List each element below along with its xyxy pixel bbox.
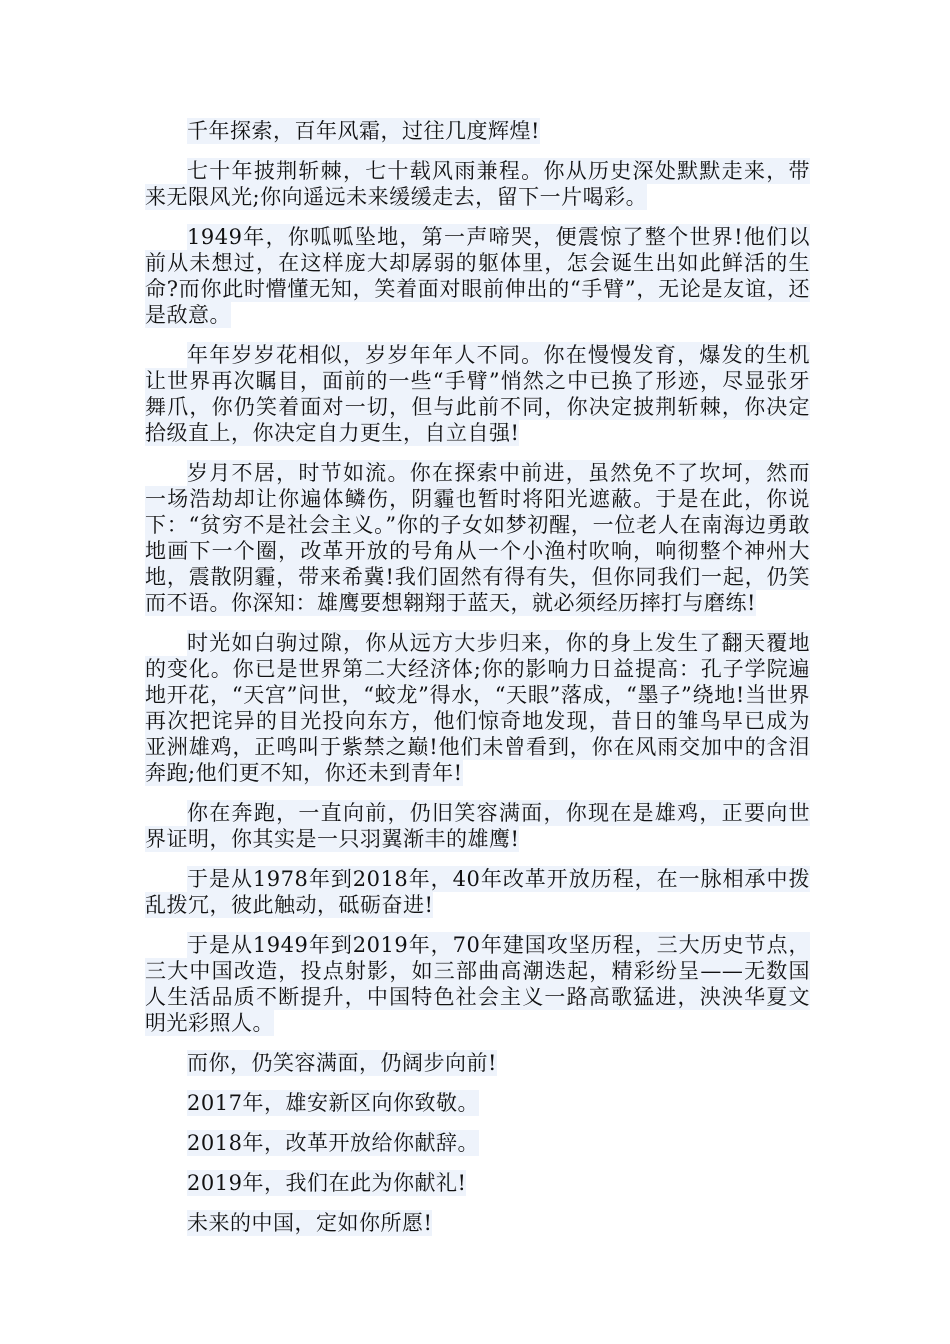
- paragraph-8: [145, 866, 810, 918]
- paragraph-14: [145, 1210, 810, 1236]
- paragraph-text: 千年探索，百年风霜，过往几度辉煌!: [187, 119, 540, 143]
- paragraph-text: 2019年，我们在此为你献礼!: [187, 1171, 467, 1195]
- paragraph-text: 七十年披荆斩棘，七十载风雨兼程。你从历史深处默默走来，带来无限风光;你向遥远未来缓缓走去，留下一片喝彩。: [145, 159, 810, 209]
- paragraph-10: [145, 1050, 810, 1076]
- paragraph-3: [145, 224, 810, 328]
- paragraph-11: [145, 1090, 810, 1116]
- paragraph-text: 而你，仍笑容满面，仍阔步向前!: [187, 1051, 497, 1075]
- paragraph-text: 时光如白驹过隙，你从远方大步归来，你的身上发生了翻天覆地的变化。你已是世界第二大经济体;你的影响力日益提高：孔子学院遍地开花，“天宫”问世，“蛟龙”得水，“天眼”落成，“墨子”绕地!当世界再次把诧异的目光投向东方，他们惊奇地发现，昔日的雏鸟早已成为亚洲雄鸡，正鸣叫于紫禁之巅!他们未曾看到，你在风雨交加中的含泪奔跑;他们更不知，你还未到青年!: [145, 631, 810, 785]
- paragraph-13: [145, 1170, 810, 1196]
- paragraph-text: 你在奔跑，一直向前，仍旧笑容满面，你现在是雄鸡，正要向世界证明，你其实是一只羽翼渐丰的雄鹰!: [145, 801, 810, 851]
- paragraph-2: [145, 158, 810, 210]
- paragraph-text: 1949年，你呱呱坠地，第一声啼哭，便震惊了整个世界!他们以前从未想过，在这样庞大却孱弱的躯体里，怎会诞生出如此鲜活的生命?而你此时懵懂无知，笑着面对眼前伸出的“手臂”，无论是友谊，还是敌意。: [145, 225, 810, 327]
- paragraph-text: 岁月不居，时节如流。你在探索中前进，虽然免不了坎坷，然而一场浩劫却让你遍体鳞伤，阴霾也暂时将阳光遮蔽。于是在此，你说下：“贫穷不是社会主义。”你的子女如梦初醒，一位老人在南海边勇敢地画下一个圈，改革开放的号角从一个小渔村吹响，响彻整个神州大地，震散阴霾，带来希冀!我们固然有得有失，但你同我们一起，仍笑而不语。你深知：雄鹰要想翱翔于蓝天，就必须经历摔打与磨练!: [145, 461, 810, 615]
- paragraph-text: 2017年，雄安新区向你致敬。: [187, 1091, 479, 1115]
- document-body: [145, 118, 810, 1250]
- paragraph-1: [145, 118, 810, 144]
- paragraph-4: [145, 342, 810, 446]
- paragraph-text: 于是从1949年到2019年，70年建国攻坚历程，三大历史节点，三大中国改造，投点射影，如三部曲高潮迭起，精彩纷呈——无数国人生活品质不断提升，中国特色社会主义一路高歌猛进，泱泱华夏文明光彩照人。: [145, 933, 810, 1035]
- paragraph-5: [145, 460, 810, 616]
- paragraph-12: [145, 1130, 810, 1156]
- paragraph-text: 2018年，改革开放给你献辞。: [187, 1131, 479, 1155]
- paragraph-text: 年年岁岁花相似，岁岁年年人不同。你在慢慢发育，爆发的生机让世界再次瞩目，面前的一些“手臂”悄然之中已换了形迹，尽显张牙舞爪，你仍笑着面对一切，但与此前不同，你决定披荆斩棘，你决定拾级直上，你决定自力更生，自立自强!: [145, 343, 810, 445]
- paragraph-text: 于是从1978年到2018年，40年改革开放历程，在一脉相承中拨乱拨冗，彼此触动，砥砺奋进!: [145, 867, 810, 917]
- paragraph-7: [145, 800, 810, 852]
- paragraph-9: [145, 932, 810, 1036]
- paragraph-6: [145, 630, 810, 786]
- paragraph-text: 未来的中国，定如你所愿!: [187, 1211, 433, 1235]
